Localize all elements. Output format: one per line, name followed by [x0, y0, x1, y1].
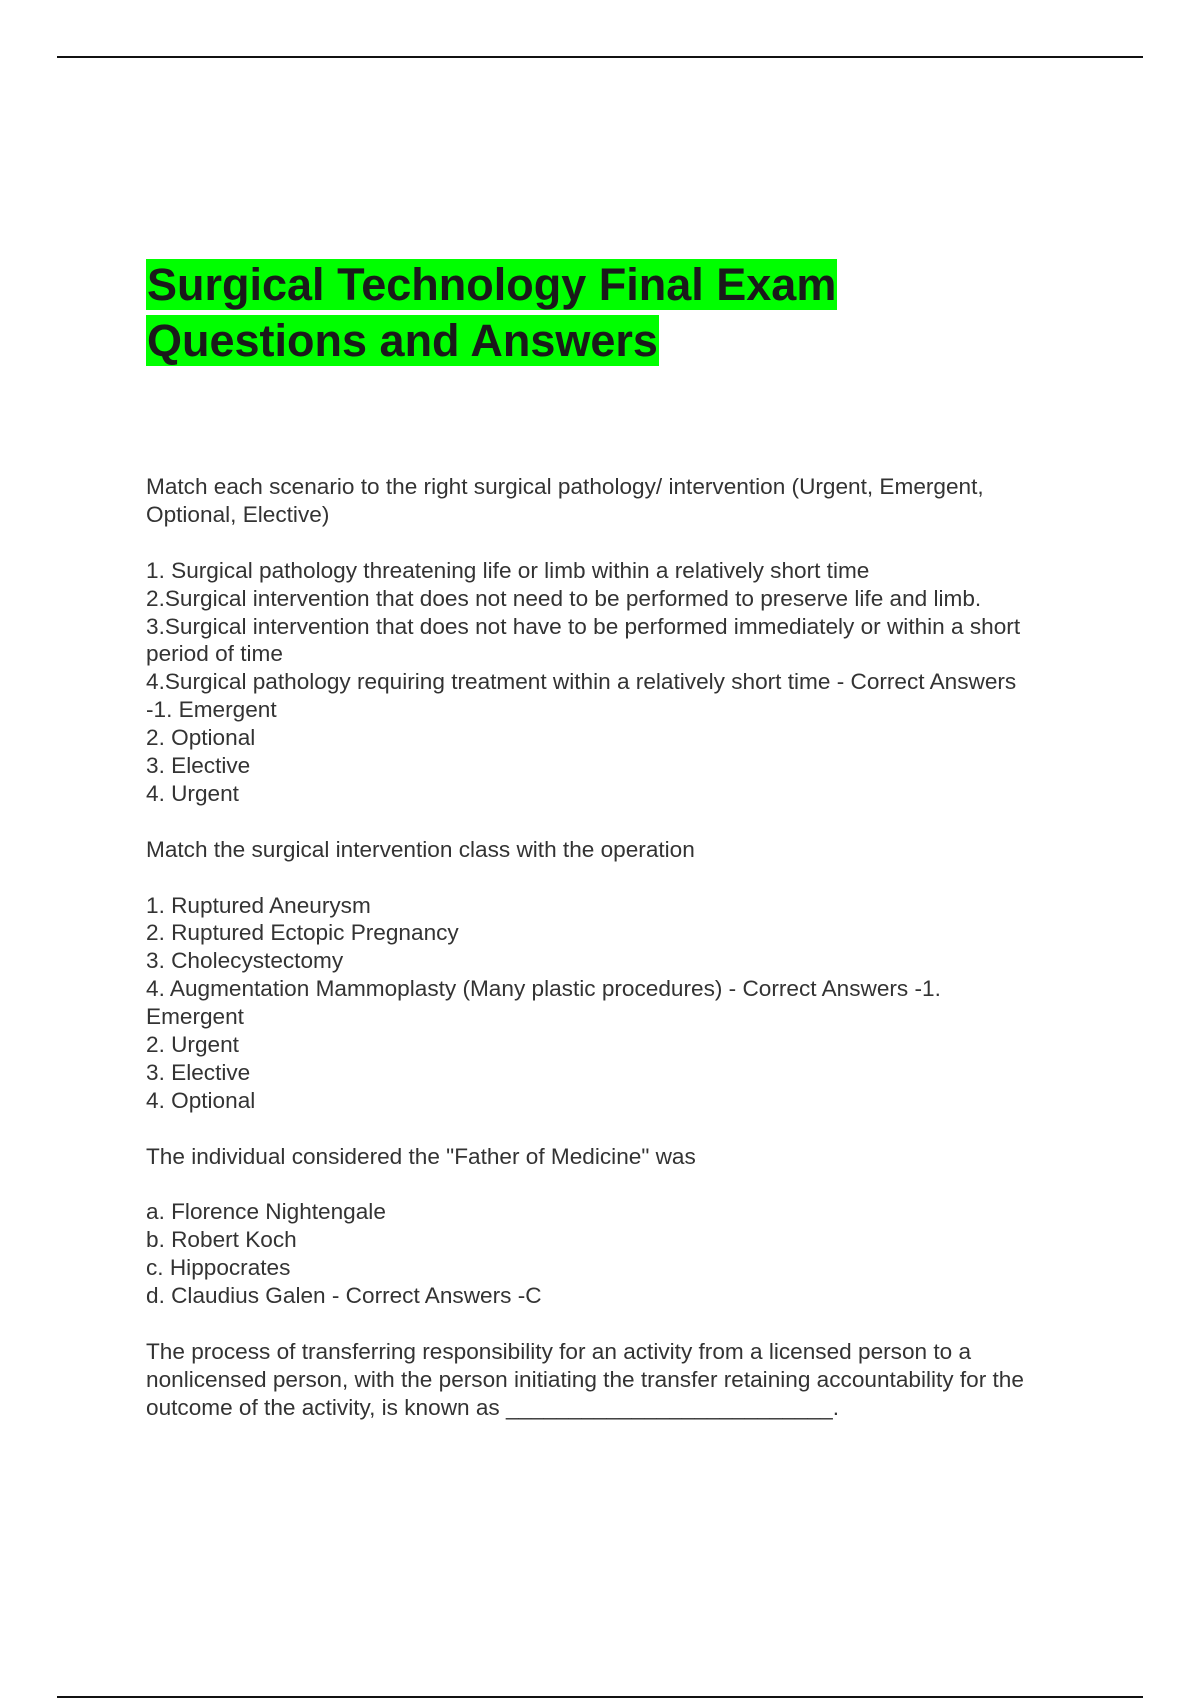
questions-list	[146, 473, 1096, 1422]
question-1-prompt-line: Match each scenario to the right surgical pathology/ intervention (Urgent, Emergent,	[146, 474, 984, 499]
question-2-prompt-line: Match the surgical intervention class with the operation	[146, 836, 695, 862]
question-1-body-line: 2.Surgical intervention that does not need to be performed to preserve life and limb.	[146, 585, 982, 611]
question-4-prompt-line: The process of transferring responsibility for an activity from a licensed person to a	[146, 1339, 972, 1364]
question-block-1	[146, 473, 1096, 808]
question-block-3	[146, 1143, 1096, 1310]
question-4-prompt-line: outcome of the activity, is known as __________________________.	[146, 1394, 839, 1420]
document-title	[146, 257, 1096, 369]
question-1-prompt-line: Optional, Elective)	[146, 501, 330, 527]
question-1-body-line: 3.Surgical intervention that does not have to be performed immediately or within a short	[146, 613, 1021, 639]
question-2-body-line: 3. Cholecystectomy	[146, 948, 344, 974]
title-line-2: Questions and Answers	[147, 315, 658, 366]
question-3-option-line: a. Florence Nightengale	[146, 1199, 386, 1225]
question-1-body-line: 1. Surgical pathology threatening life or limb within a relatively short time	[146, 557, 870, 583]
question-1-body-line: period of time	[146, 641, 283, 667]
question-3-option-line: d. Claudius Galen - Correct Answers -C	[146, 1283, 542, 1309]
top-rule	[57, 56, 1143, 58]
bottom-rule	[57, 1696, 1143, 1698]
question-3-prompt-line: The individual considered the "Father of Medicine" was	[146, 1143, 696, 1169]
question-2-answer-line: Emergent	[146, 1004, 244, 1030]
question-1-answer-line: 2. Optional	[146, 725, 256, 751]
question-3-option-line: b. Robert Koch	[146, 1227, 297, 1253]
question-1-answer-line: 3. Elective	[146, 753, 251, 779]
question-3-option-line: c. Hippocrates	[146, 1255, 291, 1281]
question-1-body-line: 4.Surgical pathology requiring treatment within a relatively short time - Correct Answers	[146, 669, 1017, 695]
question-block-2	[146, 836, 1096, 1115]
question-1-answer-line: -1. Emergent	[146, 697, 277, 723]
question-2-answer-line: 3. Elective	[146, 1059, 251, 1085]
question-2-answer-line: 4. Optional	[146, 1087, 256, 1113]
title-line-1: Surgical Technology Final Exam	[147, 259, 837, 310]
question-block-4	[146, 1338, 1096, 1422]
document-content	[146, 257, 1096, 1450]
question-2-body-line: 4. Augmentation Mammoplasty (Many plastic procedures) - Correct Answers -1.	[146, 976, 941, 1002]
question-1-answer-line: 4. Urgent	[146, 780, 239, 806]
question-2-body-line: 1. Ruptured Aneurysm	[146, 892, 371, 918]
question-2-body-line: 2. Ruptured Ectopic Pregnancy	[146, 920, 459, 946]
question-4-prompt-line: nonlicensed person, with the person initiating the transfer retaining accountability for the	[146, 1366, 1024, 1392]
question-2-answer-line: 2. Urgent	[146, 1032, 239, 1058]
